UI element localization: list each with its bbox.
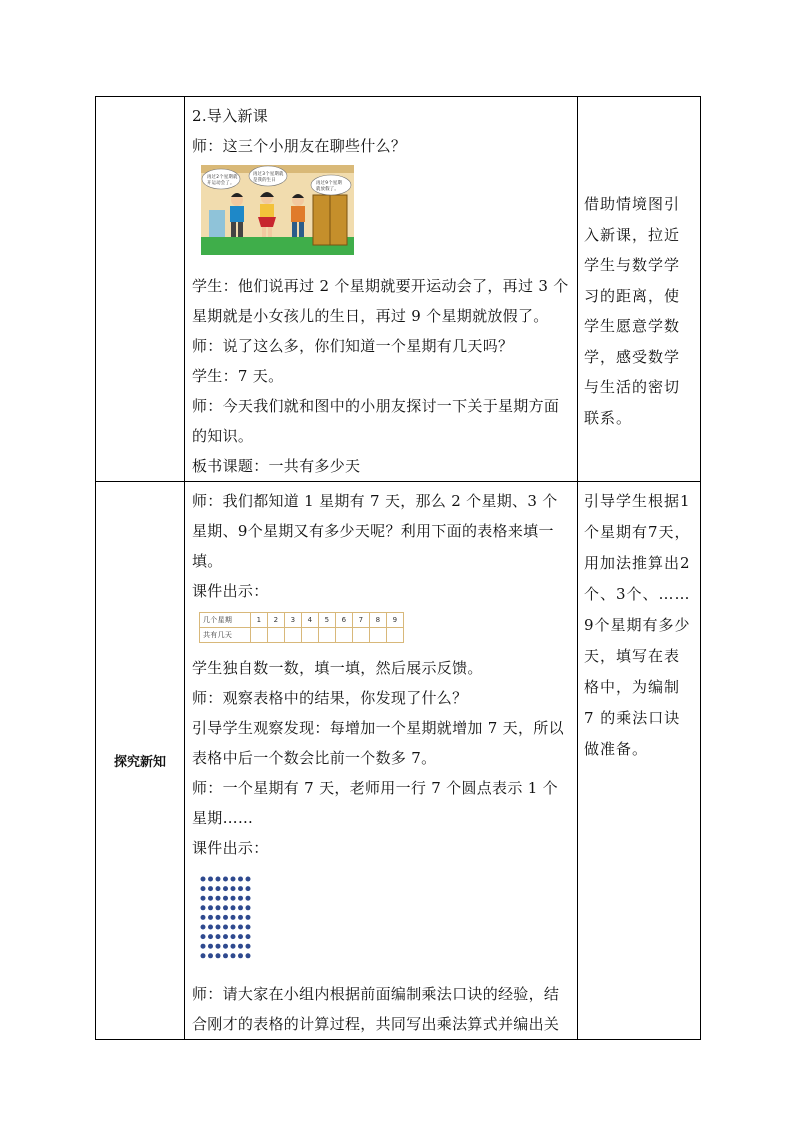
dot — [231, 953, 236, 958]
dot — [208, 886, 213, 891]
dot — [238, 886, 243, 891]
dot — [216, 877, 221, 882]
lesson-table — [95, 96, 701, 1040]
teacher-observe-question: 师：观察表格中的结果，你发现了什么？ — [192, 689, 468, 707]
days-header: 共有几天 — [200, 628, 251, 643]
bubble-text-1: 再过2个星期就 — [207, 175, 238, 180]
dot — [216, 953, 221, 958]
explore-note-cell — [578, 482, 701, 1040]
courseware-label-2: 课件出示： — [192, 839, 269, 857]
dot — [231, 896, 236, 901]
days-blank-cell — [353, 628, 370, 643]
dot — [216, 905, 221, 910]
dot — [201, 934, 206, 939]
days-blank-cell — [319, 628, 336, 643]
dot — [216, 934, 221, 939]
days-blank-cell — [387, 628, 404, 643]
dot — [238, 925, 243, 930]
week-cell: 2 — [268, 613, 285, 628]
intro-note-cell — [578, 97, 701, 482]
teacher-intro: 师：今天我们就和图中的小朋友探讨一下关于星期方面的知识。 — [192, 397, 560, 445]
dot — [231, 915, 236, 920]
dot — [246, 953, 251, 958]
weeks-days-table — [199, 612, 404, 643]
dot — [201, 944, 206, 949]
intro-heading: 2.导入新课 — [192, 107, 269, 125]
dot — [208, 944, 213, 949]
dot — [201, 915, 206, 920]
dot-grid — [199, 875, 253, 961]
dot — [246, 877, 251, 882]
dot — [223, 905, 228, 910]
explore-row — [96, 482, 701, 1040]
bubble-text-2: 再过3个星期就 — [253, 172, 284, 177]
scene-illustration — [201, 165, 354, 255]
dot — [216, 915, 221, 920]
dot — [223, 953, 228, 958]
svg-text:开运动会了。: 开运动会了。 — [207, 181, 235, 186]
dot — [231, 925, 236, 930]
stage-label: 探究新知 — [113, 755, 166, 770]
teacher-question-days: 师：说了这么多，你们知道一个星期有几天吗？ — [192, 337, 514, 355]
bubble-text-3: 再过9个星期 — [316, 181, 343, 186]
intro-row — [96, 97, 701, 482]
dot — [238, 944, 243, 949]
week-cell: 3 — [285, 613, 302, 628]
dot — [201, 896, 206, 901]
dot — [246, 915, 251, 920]
days-blank-cell — [302, 628, 319, 643]
dot — [223, 877, 228, 882]
dot — [246, 905, 251, 910]
dot — [238, 915, 243, 920]
intro-note: 借助情境图引入新课，拉近学生与数学学习的距离，使学生愿意学数学，感受数学与生活的密切联系。 — [584, 195, 681, 427]
dot — [201, 877, 206, 882]
dot — [231, 905, 236, 910]
group-task: 师：请大家在小组内根据前面编制乘法口诀的经验，结合刚才的表格的计算过程，共同写出乘法算式并编出关 — [192, 985, 560, 1033]
stage-cell-empty — [96, 97, 185, 482]
weeks-row — [200, 613, 404, 628]
dot — [208, 953, 213, 958]
days-row — [200, 628, 404, 643]
dot — [223, 896, 228, 901]
dot — [208, 877, 213, 882]
svg-text:就放假了。: 就放假了。 — [316, 187, 339, 192]
teacher-table-prompt: 师：我们都知道 1 星期有 7 天，那么 2 个星期、3 个星期、9个星期又有多少天呢？利用下面的表格来填一填。 — [192, 492, 558, 570]
days-blank-cell — [251, 628, 268, 643]
courseware-label-1: 课件出示： — [192, 582, 269, 600]
dot — [246, 934, 251, 939]
week-cell: 1 — [251, 613, 268, 628]
week-cell: 7 — [353, 613, 370, 628]
student-activity: 学生独自数一数，填一填，然后展示反馈。 — [192, 659, 483, 677]
teacher-dots-intro: 师：一个星期有 7 天，老师用一行 7 个圆点表示 1 个星期…… — [192, 779, 558, 827]
dot — [238, 905, 243, 910]
dot — [201, 925, 206, 930]
dot — [238, 934, 243, 939]
week-cell: 9 — [387, 613, 404, 628]
dot — [231, 934, 236, 939]
dot — [223, 944, 228, 949]
student-answer-2: 学生：7 天。 — [192, 367, 284, 385]
guided-discovery: 引导学生观察发现：每增加一个星期就增加 7 天，所以表格中后一个数会比前一个数多 7。 — [192, 719, 564, 767]
dot — [201, 953, 206, 958]
intro-content-cell — [185, 97, 578, 482]
dot — [231, 886, 236, 891]
dot — [208, 925, 213, 930]
dot — [216, 886, 221, 891]
intro-question: 师：这三个小朋友在聊些什么？ — [192, 137, 407, 155]
week-cell: 4 — [302, 613, 319, 628]
dot — [223, 915, 228, 920]
dot — [238, 877, 243, 882]
days-blank-cell — [268, 628, 285, 643]
dot — [201, 886, 206, 891]
dot — [216, 925, 221, 930]
dot — [246, 944, 251, 949]
week-cell: 5 — [319, 613, 336, 628]
dot — [201, 905, 206, 910]
lesson-title: 板书课题：一共有多少天 — [192, 457, 361, 475]
dot — [246, 896, 251, 901]
dot — [231, 944, 236, 949]
dot — [231, 877, 236, 882]
days-blank-cell — [370, 628, 387, 643]
dot — [223, 925, 228, 930]
dot — [238, 896, 243, 901]
dot — [208, 934, 213, 939]
explore-note: 引导学生根据1个星期有7天，用加法推算出2个、3个、……9个星期有多少天，填写在表格中，为编制 7 的乘法口诀做准备。 — [584, 492, 691, 758]
dot — [216, 896, 221, 901]
weeks-header: 几个星期 — [200, 613, 251, 628]
dot — [216, 944, 221, 949]
explore-content-cell — [185, 482, 578, 1040]
dot — [246, 886, 251, 891]
svg-text:是我的生日: 是我的生日 — [253, 178, 276, 183]
dot — [238, 953, 243, 958]
dot — [208, 915, 213, 920]
days-blank-cell — [285, 628, 302, 643]
student-answer-1: 学生：他们说再过 2 个星期就要开运动会了，再过 3 个星期就是小女孩儿的生日，再过 9 个星期就放假了。 — [192, 277, 569, 325]
stage-cell — [96, 482, 185, 1040]
week-cell: 6 — [336, 613, 353, 628]
dot — [246, 925, 251, 930]
dot — [223, 934, 228, 939]
dot — [223, 886, 228, 891]
dot — [208, 905, 213, 910]
days-blank-cell — [336, 628, 353, 643]
week-cell: 8 — [370, 613, 387, 628]
dot — [208, 896, 213, 901]
